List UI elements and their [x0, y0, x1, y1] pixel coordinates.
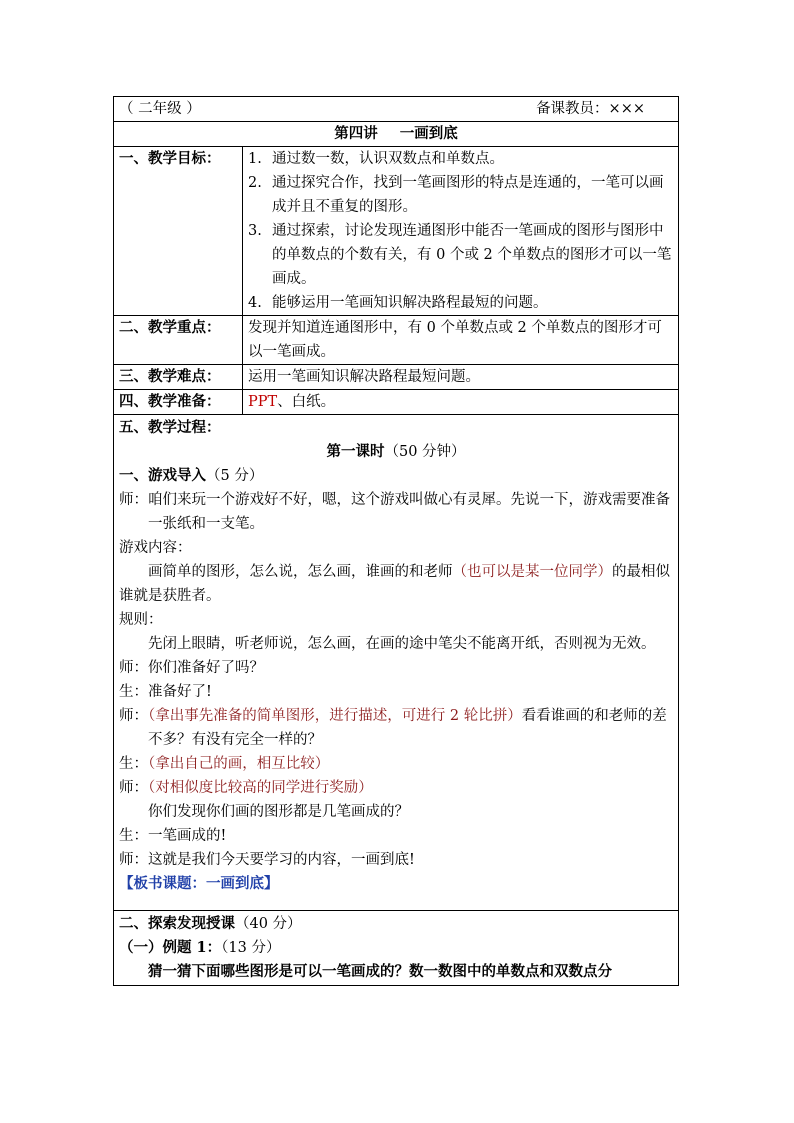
content-text: 画简单的图形，怎么说，怎么画，谁画的和老师（也可以是某一位同学）的最相似谁就是获胜者。: [119, 564, 670, 604]
lecture-title-row: [114, 122, 679, 147]
objective-item: 4. 能够运用一笔画知识解决路程最短的问题。: [248, 295, 548, 311]
session-heading: 第一课时（50 分钟）: [326, 443, 466, 460]
objective-item: 3. 通过探索，讨论发现连通图形中能否一笔画成的图形与图形中的单数点的个数有关，有 0 个或 2 个单数点的图形才可以一笔画成。: [248, 223, 672, 287]
process-row: [114, 415, 679, 911]
difficulties-row: [114, 365, 679, 390]
dialogue-line: 师：（拿出事先准备的简单图形，进行描述，可进行 2 轮比拼）看看谁画的和老师的差不多？有没有完全一样的？: [119, 708, 667, 748]
lecture-title: [114, 122, 679, 147]
dialogue-line: 生：准备好了!: [119, 684, 212, 700]
part2-heading: 二、探索发现授课（40 分）: [119, 915, 302, 932]
example-question: 猜一猜下面哪些图形是可以一笔画成的？数一数图中的单数点和双数点分: [148, 963, 612, 980]
key-points-label: 二、教学重点：: [114, 316, 243, 365]
header-cell: [114, 97, 679, 122]
board-note: 【板书课题：一画到底】: [119, 875, 279, 892]
rules-text: 先闭上眼睛，听老师说，怎么画，在画的途中笔尖不能离开纸，否则视为无效。: [148, 636, 656, 652]
example-heading: （一）例题 1：（13 分）: [119, 939, 281, 956]
key-points-text: 发现并知道连通图形中，有 0 个单数点或 2 个单数点的图形才可以一笔画成。: [243, 316, 679, 365]
part2-row: [114, 911, 679, 986]
preparation-ppt: PPT: [248, 394, 278, 410]
key-points-row: [114, 316, 679, 365]
objective-item: 1. 通过数一数，认识双数点和单数点。: [248, 151, 504, 167]
grade-label: （ 二年级 ）: [119, 101, 201, 117]
lecture-name: 一画到底: [399, 125, 458, 142]
dialogue-line: 师：咱们来玩一个游戏好不好，嗯，这个游戏叫做心有灵犀。先说一下，游戏需要准备一张纸和一支笔。: [119, 492, 670, 532]
process-cell: [114, 415, 679, 911]
objectives-list: [248, 147, 673, 315]
dialogue-line: 师：（对相似度比较高的同学进行奖励）: [119, 780, 373, 796]
dialogue-line: 生：（拿出自己的画，相互比较）: [119, 756, 330, 772]
part2-cell: [114, 911, 679, 986]
objectives-row: [114, 147, 679, 316]
rules-label: 规则：: [119, 612, 163, 628]
process-label: 五、教学过程：: [119, 419, 221, 436]
difficulties-text: 运用一笔画知识解决路程最短问题。: [243, 365, 679, 390]
teacher-label: 备课教员：×××: [536, 101, 646, 117]
objective-item: 2. 通过探究合作，找到一笔画图形的特点是连通的，一笔可以画成并且不重复的图形。: [248, 175, 664, 215]
dialogue-line: 师：你们准备好了吗？: [119, 660, 264, 676]
objectives-cell: [243, 147, 679, 316]
preparation-cell: [243, 390, 679, 415]
preparation-row: [114, 390, 679, 415]
lesson-plan-table: [113, 96, 679, 986]
objectives-label: 一、教学目标：: [114, 147, 243, 316]
part1-heading: 一、游戏导入（5 分）: [119, 467, 264, 484]
dialogue-line: 师：这就是我们今天要学习的内容，一画到底!: [119, 852, 415, 868]
difficulties-label: 三、教学难点：: [114, 365, 243, 390]
dialogue-line: 生：一笔画成的!: [119, 828, 227, 844]
header-row: [114, 97, 679, 122]
preparation-rest: 、白纸。: [277, 394, 336, 410]
preparation-label: 四、教学准备：: [114, 390, 243, 415]
lecture-number: 第四讲: [334, 125, 378, 142]
dialogue-line: 你们发现你们画的图形都是几笔画成的？: [148, 804, 409, 820]
content-label: 游戏内容：: [119, 540, 192, 556]
